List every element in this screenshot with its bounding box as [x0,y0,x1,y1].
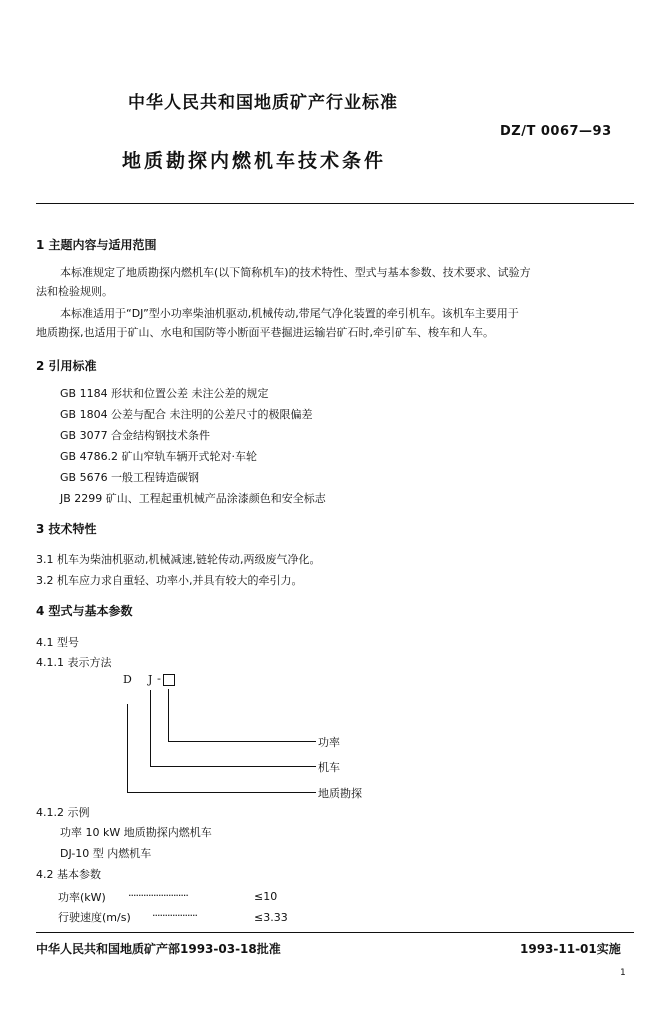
section-3-heading: 3 技术特性 [36,522,97,536]
section-1-para2-line2: 地质勘探,也适用于矿山、水电和国防等小断面平巷掘进运输岩矿石时,牵引矿车、梭车和人车。 [36,326,494,339]
section-1-heading: 1 主题内容与适用范围 [36,238,157,252]
section-2-heading: 2 引用标准 [36,359,97,373]
subsection-4-1-1: 4.1.1 表示方法 [36,656,112,669]
leader-line-d-h [127,792,316,793]
implementation-date: 1993-11-01实施 [520,942,621,956]
example-2: DJ-10 型 内燃机车 [60,847,152,860]
reference-item: GB 1184 形状和位置公差 未注公差的规定 [60,387,269,400]
reference-item: GB 1804 公差与配合 未注明的公差尺寸的极限偏差 [60,408,313,421]
power-placeholder-box [163,674,175,686]
param-speed-leader: ·················· [152,909,197,922]
reference-item: GB 5676 一般工程铸造碳钢 [60,471,200,484]
param-speed-value: ≤3.33 [254,911,288,924]
diagram-label-geo: 地质勘探 [318,787,362,800]
section-3-item-2: 3.2 机车应力求自重轻、功率小,并具有较大的牵引力。 [36,574,303,587]
subsection-4-1-2: 4.1.2 示例 [36,806,90,819]
leader-line-j [150,690,151,766]
leader-line-d [127,704,128,793]
diagram-code-dash: - [157,672,161,685]
page-number: 1 [620,968,626,978]
section-1-para2-line1: 本标准适用于“DJ”型小功率柴油机驱动,机械传动,带尾气净化装置的牵引机车。该机车主要用于 [60,307,519,320]
example-1: 功率 10 kW 地质勘探内燃机车 [60,826,212,839]
leader-line-j-h [150,766,316,767]
param-speed-label: 行驶速度(m/s) [58,911,131,924]
subsection-4-2: 4.2 基本参数 [36,868,101,881]
diagram-label-locomotive: 机车 [318,761,340,774]
section-4-heading: 4 型式与基本参数 [36,604,133,618]
leader-line-power-h [168,741,316,742]
diagram-code-d: D [123,673,132,686]
standard-category: 中华人民共和国地质矿产行业标准 [128,93,398,113]
diagram-code-j: J [148,673,153,686]
reference-item: JB 2299 矿山、工程起重机械产品涂漆颜色和安全标志 [60,492,326,505]
section-1-para1-line1: 本标准规定了地质勘探内燃机车(以下简称机车)的技术特性、型式与基本参数、技术要求、试验方 [60,266,531,279]
section-3-item-1: 3.1 机车为柴油机驱动,机械减速,链轮传动,两级废气净化。 [36,553,321,566]
diagram-label-power: 功率 [318,736,340,749]
param-power-label: 功率(kW) [58,891,106,904]
standard-code: DZ/T 0067—93 [500,124,612,139]
footer-rule [36,932,634,933]
param-power-leader: ························ [128,889,188,902]
subsection-4-1: 4.1 型号 [36,636,79,649]
reference-item: GB 3077 合金结构钢技术条件 [60,429,211,442]
reference-item: GB 4786.2 矿山窄轨车辆开式轮对·车轮 [60,450,258,463]
approval-statement: 中华人民共和国地质矿产部1993-03-18批准 [36,942,281,956]
leader-line-power [168,689,169,742]
header-rule [36,203,634,204]
param-power-value: ≤10 [254,890,278,903]
section-1-para1-line2: 法和检验规则。 [36,285,113,298]
document-title: 地质勘探内燃机车技术条件 [122,150,387,172]
